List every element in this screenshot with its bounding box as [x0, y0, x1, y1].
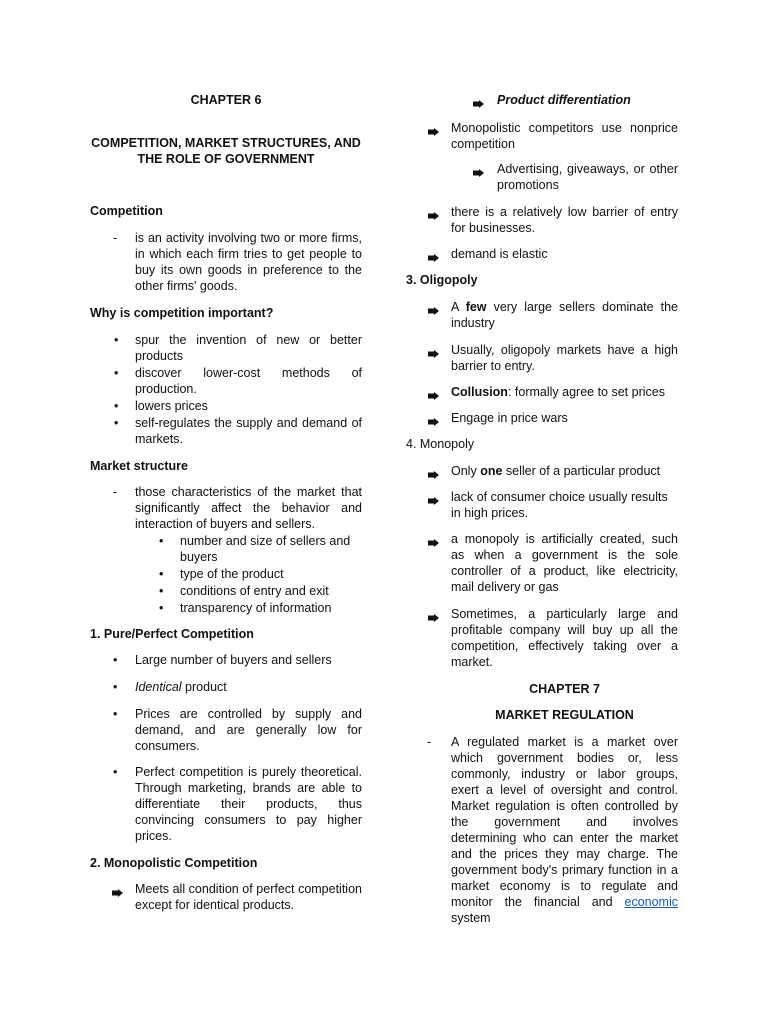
- list-item: [406, 463, 678, 479]
- list-item: [406, 489, 678, 521]
- list-item-text: type of the product: [180, 567, 284, 581]
- list-item: [406, 342, 678, 374]
- list-item-text: lack of consumer choice usually results in high prices.: [451, 490, 668, 520]
- market-regulation-paragraph: [406, 734, 678, 926]
- monopolistic-competition-heading: 2. Monopolistic Competition: [90, 856, 258, 870]
- list-item-text: Meets all condition of perfect competition except for identical products.: [135, 882, 362, 912]
- why-competition-list: [90, 332, 362, 447]
- list-item: [406, 204, 678, 236]
- dash-bullet: -: [113, 231, 118, 245]
- market-structure-definition: [90, 484, 362, 532]
- list-item: [406, 410, 678, 426]
- list-item: [406, 299, 678, 331]
- list-item-text: discover lower-cost methods of production.: [135, 366, 362, 396]
- list-item-text: [451, 463, 678, 479]
- dot-bullet: •: [159, 534, 164, 548]
- list-item: [90, 600, 362, 616]
- dot-bullet: •: [113, 680, 118, 694]
- right-arrow-icon: [428, 467, 439, 483]
- list-item-text: Sometimes, a particularly large and profitable company will buy up all the competition, effectively taking over a market.: [451, 607, 678, 669]
- economic-link[interactable]: economic: [624, 895, 678, 909]
- list-item: [406, 92, 678, 108]
- chapter-6-subtitle-line1: COMPETITION, MARKET STRUCTURES, AND: [91, 136, 361, 150]
- dot-bullet: •: [113, 765, 118, 779]
- right-arrow-icon: [428, 493, 439, 509]
- competition-heading: Competition: [90, 204, 163, 218]
- text-span: A: [451, 300, 459, 314]
- identical-product-text: product: [185, 680, 227, 694]
- list-item: [90, 415, 362, 447]
- right-arrow-icon: [428, 208, 439, 224]
- list-item-text: Engage in price wars: [451, 411, 568, 425]
- list-item-text: conditions of entry and exit: [180, 584, 329, 598]
- list-item: [90, 533, 362, 565]
- list-item: [406, 161, 678, 193]
- list-item: [406, 246, 678, 262]
- list-item-text: there is a relatively low barrier of entry for businesses.: [451, 205, 678, 235]
- right-arrow-icon: [428, 346, 439, 362]
- list-item-text: [135, 679, 362, 695]
- text-span: very large sellers dominate the industry: [451, 300, 678, 330]
- right-arrow-icon: [428, 388, 439, 404]
- bold-collusion: Collusion: [451, 385, 508, 399]
- why-competition-heading: Why is competition important?: [90, 306, 274, 320]
- chapter-6-title: CHAPTER 6: [190, 93, 262, 107]
- list-item-text: [451, 299, 678, 331]
- market-structure-list: [90, 533, 362, 616]
- identical-word: Identical: [135, 680, 182, 694]
- dot-bullet: •: [114, 333, 119, 347]
- product-differentiation-label: Product differentiation: [497, 93, 631, 107]
- right-arrow-icon: [473, 96, 484, 112]
- right-arrow-icon: [428, 250, 439, 266]
- competition-definition: [90, 230, 362, 294]
- dot-bullet: •: [113, 653, 118, 667]
- list-item-text: spur the invention of new or better products: [135, 333, 362, 363]
- text-span: : formally agree to set prices: [507, 385, 665, 399]
- list-item: [90, 566, 362, 582]
- list-item-text: number and size of sellers and buyers: [180, 534, 351, 564]
- dot-bullet: •: [113, 707, 118, 721]
- list-item-text: demand is elastic: [451, 247, 548, 261]
- list-item: [90, 764, 362, 844]
- text-span: A regulated market is a market over which government bodies or, less commonly, industry or labor groups, exert a level of oversight and control. Market regulation is often controlled by the government and involves determining who can enter the market and the prices they may charge. The government body's primary function in a market economy is to regulate and monitor the financial and: [451, 735, 678, 909]
- dot-bullet: •: [159, 601, 164, 615]
- dot-bullet: •: [114, 416, 119, 430]
- list-item-text: Large number of buyers and sellers: [135, 653, 332, 667]
- dot-bullet: •: [114, 366, 119, 380]
- list-item: [90, 706, 362, 754]
- right-arrow-icon: [112, 885, 123, 901]
- dot-bullet: •: [159, 567, 164, 581]
- list-item: [90, 332, 362, 364]
- market-regulation-text: [451, 734, 678, 926]
- text-span: system: [451, 911, 491, 925]
- list-item-text: Monopolistic competitors use nonprice competition: [451, 121, 678, 151]
- text-span: Only: [451, 464, 477, 478]
- list-item-text: Prices are controlled by supply and demand, and are generally low for consumers.: [135, 707, 362, 753]
- list-item: [90, 652, 362, 668]
- text-span: seller of a particular product: [505, 464, 661, 478]
- bold-one: one: [480, 464, 503, 478]
- right-arrow-icon: [473, 165, 484, 181]
- list-item-text: lowers prices: [135, 399, 208, 413]
- list-item: [406, 120, 678, 152]
- list-item-text: self-regulates the supply and demand of markets.: [135, 416, 362, 446]
- monopoly-heading: 4. Monopoly: [406, 437, 475, 451]
- chapter-6-subtitle-line2: THE ROLE OF GOVERNMENT: [137, 152, 315, 166]
- dot-bullet: •: [159, 584, 164, 598]
- market-structure-definition-text: those characteristics of the market that significantly affect the behavior and interaction of buyers and sellers.: [135, 485, 362, 531]
- list-item: [90, 881, 362, 913]
- right-arrow-icon: [428, 610, 439, 626]
- right-arrow-icon: [428, 124, 439, 140]
- right-arrow-icon: [428, 535, 439, 551]
- oligopoly-heading: 3. Oligopoly: [406, 273, 478, 287]
- pure-competition-heading: 1. Pure/Perfect Competition: [90, 627, 254, 641]
- list-item-text: Perfect competition is purely theoretical. Through marketing, brands are able to differentiate their products, thus convincing consumers to pay higher prices.: [135, 765, 362, 843]
- market-regulation-title: MARKET REGULATION: [495, 708, 634, 722]
- list-item-text: [451, 384, 678, 400]
- competition-definition-text: is an activity involving two or more firms, in which each firm tries to get people to buy its own goods in preference to the other firms' goods.: [135, 231, 362, 293]
- right-arrow-icon: [428, 414, 439, 430]
- list-item: [90, 398, 362, 414]
- market-structure-heading: Market structure: [90, 459, 188, 473]
- list-item-text: transparency of information: [180, 601, 332, 615]
- dot-bullet: •: [114, 399, 119, 413]
- list-item: [90, 679, 362, 695]
- list-item: [90, 583, 362, 599]
- bold-few: few: [465, 300, 487, 314]
- list-item: [406, 384, 678, 400]
- right-arrow-icon: [428, 303, 439, 319]
- list-item: [406, 606, 678, 670]
- chapter-7-title: CHAPTER 7: [529, 682, 600, 696]
- dash-bullet: -: [427, 735, 432, 749]
- list-item: [90, 365, 362, 397]
- list-item-text: Advertising, giveaways, or other promotions: [497, 162, 678, 192]
- list-item-text: Usually, oligopoly markets have a high barrier to entry.: [451, 343, 678, 373]
- dash-bullet: -: [113, 485, 118, 499]
- list-item-text: a monopoly is artificially created, such as when a government is the sole controller of a product, like electricity, mail delivery or gas: [451, 532, 678, 594]
- list-item: [406, 531, 678, 595]
